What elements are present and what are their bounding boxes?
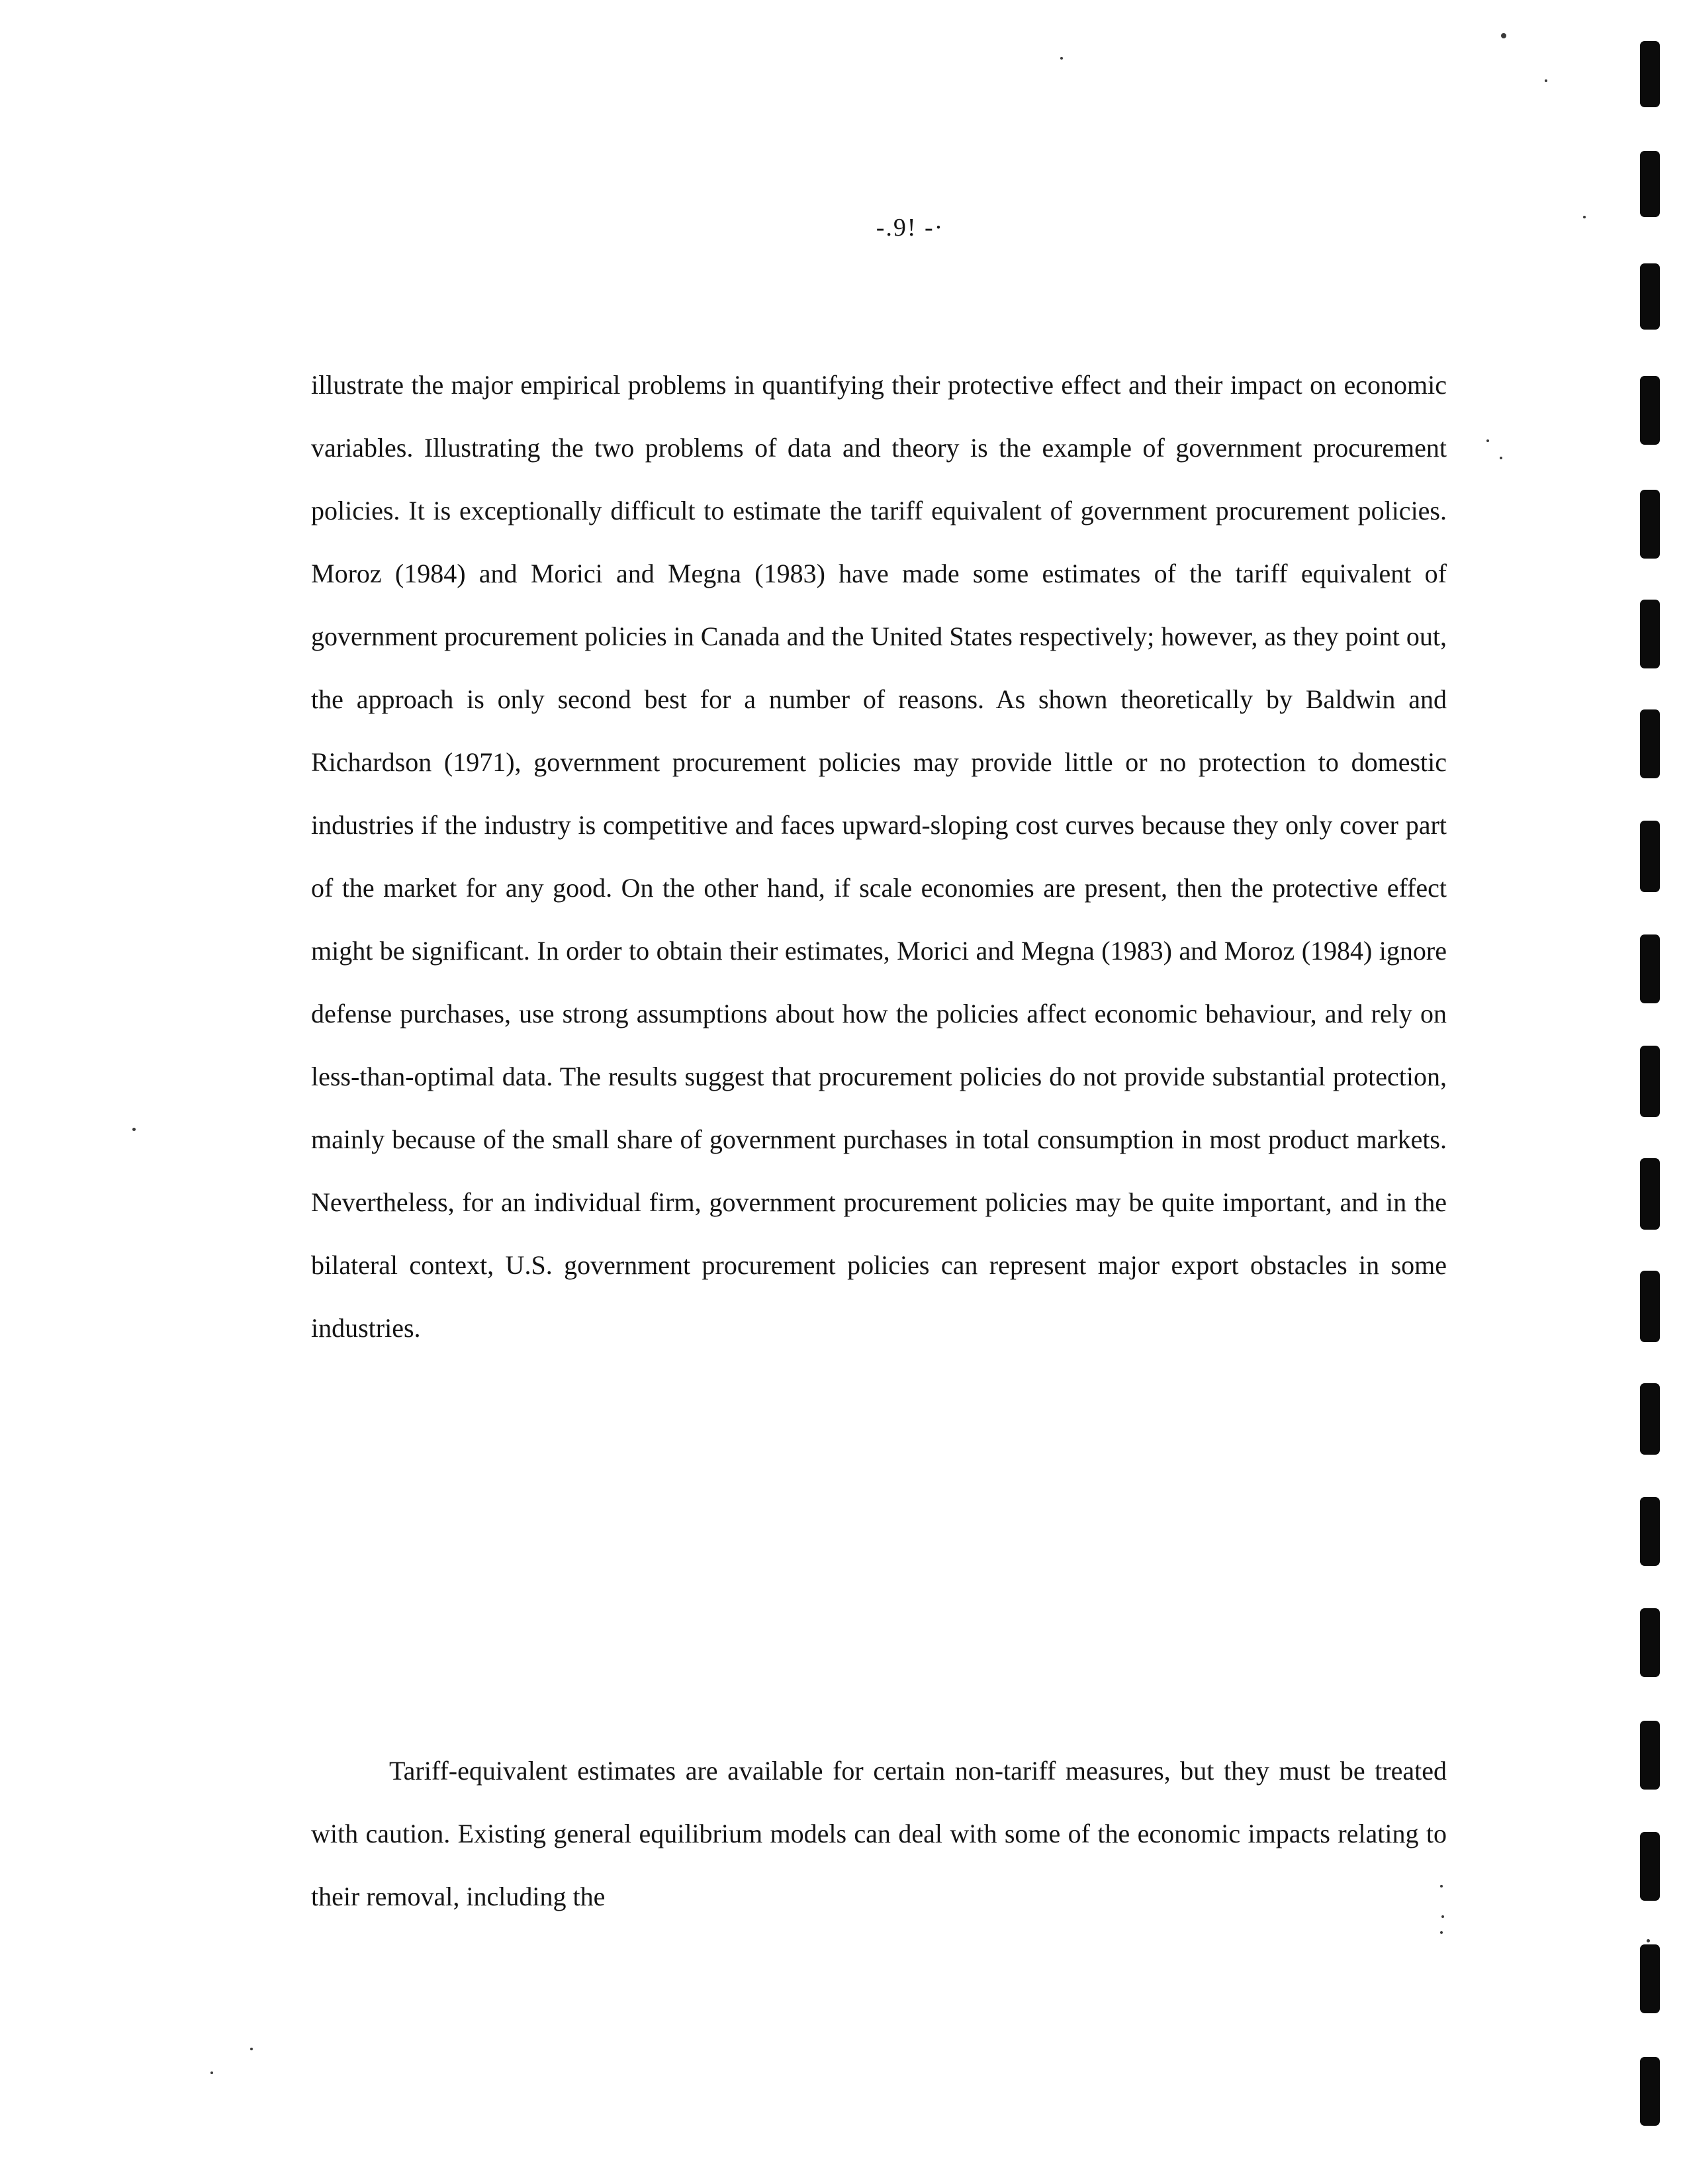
binding-mark: [1640, 600, 1660, 668]
binding-mark: [1640, 151, 1660, 217]
scan-speck: [1441, 1915, 1444, 1918]
binding-mark: [1640, 41, 1660, 107]
binding-mark: [1640, 1383, 1660, 1455]
scan-speck: [250, 2048, 253, 2050]
binding-mark: [1640, 490, 1660, 559]
scan-speck: [1500, 457, 1502, 459]
scan-speck: [1486, 439, 1489, 442]
binding-mark: [1640, 821, 1660, 892]
scan-speck: [1501, 33, 1506, 38]
binding-mark: [1640, 1721, 1660, 1790]
binding-mark: [1640, 1832, 1660, 1901]
scan-speck: [1440, 1885, 1443, 1888]
scan-speck: [1583, 216, 1586, 218]
binding-mark: [1640, 1944, 1660, 2013]
binding-mark: [1640, 934, 1660, 1003]
scan-speck: [210, 2071, 213, 2074]
scan-speck: [1647, 1939, 1650, 1942]
binding-mark: [1640, 709, 1660, 778]
binding-mark: [1640, 376, 1660, 445]
binding-mark: [1640, 263, 1660, 330]
binding-mark: [1640, 2057, 1660, 2126]
binding-mark: [1640, 1046, 1660, 1117]
binding-mark: [1640, 1271, 1660, 1342]
scan-speck: [1060, 57, 1063, 60]
binding-mark: [1640, 1497, 1660, 1566]
scan-speck: [132, 1128, 136, 1131]
binding-mark: [1640, 1158, 1660, 1230]
binding-mark: [1640, 1608, 1660, 1677]
body-paragraph-2: Tariff-equivalent estimates are available for certain non-tariff measures, but they must be treated with caution. Existing general equilibrium models can deal with some of the economic impacts relating to their removal, including the: [311, 1756, 1447, 1911]
page-number: -.9! -·: [876, 214, 944, 242]
body-paragraph-1: illustrate the major empirical problems in quantifying their protective effect and their impact on economic variables. Illustrating the two problems of data and theory is the example of government procurement policies. It is exceptionally difficult to estimate the tariff equivalent of government procurement policies. Moroz (1984) and Morici and Megna (1983) have made some estimates of the tariff equivalent of government procurement policies in Canada and the United States respectively; however, as they point out, the approach is only second best for a number of reasons. As shown theoretically by Baldwin and Richardson (1971), government procurement policies may provide little or no protection to domestic industries if the industry is competitive and faces upward-sloping cost curves because they only cover part of the market for any good. On the other hand, if scale economies are present, then the protective effect might be significant. In order to obtain their estimates, Morici and Megna (1983) and Moroz (1984) ignore defense purchases, use strong assumptions about how the policies affect economic behaviour, and rely on less-than-optimal data. The results suggest that procurement policies do not provide substantial protection, mainly because of the small share of government purchases in total consumption in most product markets. Nevertheless, for an individual firm, government procurement policies may be quite important, and in the bilateral context, U.S. government procurement policies can represent major export obstacles in some industries.: [311, 370, 1447, 1343]
scan-speck: [1440, 1931, 1443, 1934]
binding-hole-marks: [1599, 0, 1685, 2184]
scan-speck: [1545, 79, 1547, 82]
